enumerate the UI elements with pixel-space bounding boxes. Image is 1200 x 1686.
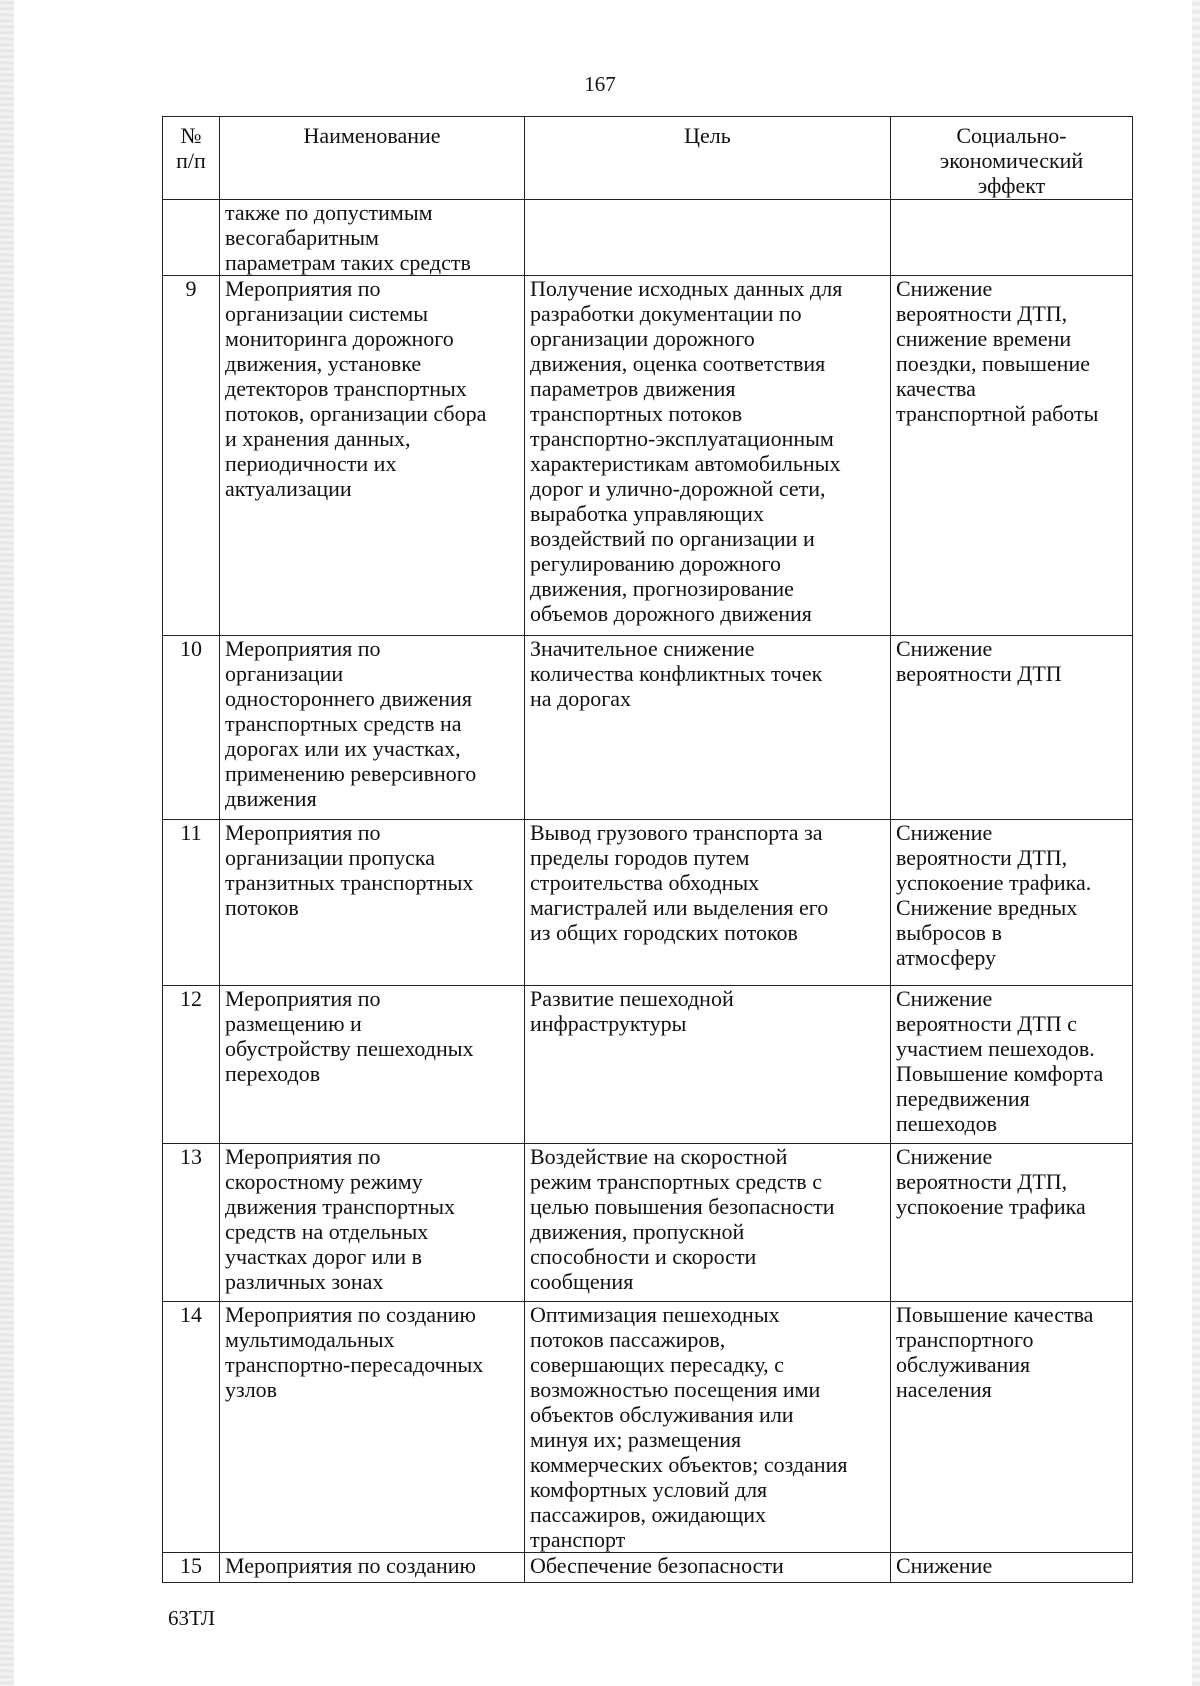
cell-goal-line: Получение исходных данных для xyxy=(530,276,843,301)
header-num-line: п/п xyxy=(176,148,206,173)
cell-effect-line: Снижение вредных xyxy=(896,895,1078,920)
scan-edge-left xyxy=(0,0,14,1686)
cell-name xyxy=(220,986,525,1144)
cell-goal-line: целью повышения безопасности xyxy=(530,1194,835,1219)
cell-goal-line: Оптимизация пешеходных xyxy=(530,1302,780,1327)
cell-name-line: скоростному режиму xyxy=(225,1169,423,1194)
cell-effect-line: выбросов в xyxy=(896,920,1002,945)
table-row xyxy=(163,1302,1133,1553)
cell-effect-line: вероятности ДТП xyxy=(896,661,1062,686)
cell-name-line: дорогах или их участках, xyxy=(225,736,461,761)
cell-effect-line: вероятности ДТП, xyxy=(896,301,1068,326)
cell-effect-line: вероятности ДТП, xyxy=(896,845,1068,870)
cell-goal-line: сообщения xyxy=(530,1269,634,1294)
header-num xyxy=(163,117,220,200)
cell-name-line: Мероприятия по xyxy=(225,986,381,1011)
cell-name xyxy=(220,820,525,986)
table-row xyxy=(163,276,1133,636)
cell-goal-line: выработка управляющих xyxy=(530,501,764,526)
table-header-row xyxy=(163,117,1133,200)
cell-name-line: Мероприятия по созданию xyxy=(225,1302,476,1327)
cell-goal-line: пределы городов путем xyxy=(530,845,750,870)
cell-effect-line: атмосферу xyxy=(896,945,997,970)
cell-name xyxy=(220,1144,525,1302)
cell-goal xyxy=(525,986,891,1144)
cell-effect-line: Снижение xyxy=(896,820,993,845)
cell-name-line: средств на отдельных xyxy=(225,1219,429,1244)
cell-name-line: движения xyxy=(225,786,317,811)
cell-goal-line: транспорт xyxy=(530,1527,626,1552)
cell-name-line: размещению и xyxy=(225,1011,362,1036)
row-number: 9 xyxy=(163,276,220,636)
cell-name xyxy=(220,276,525,636)
cell-name-line: организации пропуска xyxy=(225,845,436,870)
cell-goal xyxy=(525,636,891,820)
cell-effect-line: Снижение xyxy=(896,1144,993,1169)
cell-effect xyxy=(891,986,1133,1144)
cell-goal-line: разработки документации по xyxy=(530,301,802,326)
row-number: 13 xyxy=(163,1144,220,1302)
cell-name-line: организации системы xyxy=(225,301,428,326)
cell-goal-line: потоков пассажиров, xyxy=(530,1327,726,1352)
cell-goal-line: Вывод грузового транспорта за xyxy=(530,820,823,845)
cell-effect-line: Снижение xyxy=(896,276,993,301)
cell-effect-line: населения xyxy=(896,1377,992,1402)
cell-name-line: узлов xyxy=(225,1377,278,1402)
row-number: 12 xyxy=(163,986,220,1144)
cell-name-line: Мероприятия по xyxy=(225,1144,381,1169)
cell-goal-line: режим транспортных средств с xyxy=(530,1169,822,1194)
cell-effect-line: поездки, повышение xyxy=(896,351,1090,376)
table-body xyxy=(163,200,1133,1583)
table-row xyxy=(163,200,1133,276)
cell-effect-line: транспортного xyxy=(896,1327,1034,1352)
header-effect-line: экономический xyxy=(939,148,1084,173)
cell-goal-line: минуя их; размещения xyxy=(530,1427,742,1452)
table-row xyxy=(163,1553,1133,1583)
cell-effect-line: Повышение качества xyxy=(896,1302,1094,1327)
cell-effect xyxy=(891,820,1133,986)
header-effect xyxy=(891,117,1133,200)
cell-name xyxy=(220,1302,525,1553)
cell-effect xyxy=(891,200,1133,276)
cell-effect-line: участием пешеходов. xyxy=(896,1036,1095,1061)
cell-name-line: параметрам таких средств xyxy=(225,250,471,275)
cell-name-line: потоков, организации сбора xyxy=(225,401,487,426)
cell-goal-line: комфортных условий для xyxy=(530,1477,768,1502)
cell-goal-line: Значительное снижение xyxy=(530,636,755,661)
cell-goal-line: инфраструктуры xyxy=(530,1011,687,1036)
cell-goal-line: способности и скорости xyxy=(530,1244,757,1269)
header-name-line: Наименование xyxy=(303,123,441,148)
row-number xyxy=(163,200,220,276)
cell-name xyxy=(220,200,525,276)
cell-goal-line: движения, пропускной xyxy=(530,1219,745,1244)
cell-name-line: организации xyxy=(225,661,344,686)
cell-goal-line: транспортно-эксплуатационным xyxy=(530,426,834,451)
cell-goal-line: объектов обслуживания или xyxy=(530,1402,794,1427)
cell-effect-line: Снижение xyxy=(896,636,993,661)
cell-name-line: различных зонах xyxy=(225,1269,384,1294)
cell-goal xyxy=(525,1553,891,1583)
cell-goal-line: транспортных потоков xyxy=(530,401,743,426)
page-number: 167 xyxy=(584,72,616,96)
cell-goal xyxy=(525,820,891,986)
row-number: 15 xyxy=(163,1553,220,1583)
header-goal xyxy=(525,117,891,200)
cell-effect-line: обслуживания xyxy=(896,1352,1031,1377)
cell-effect-line: передвижения xyxy=(896,1086,1030,1111)
cell-effect-line: вероятности ДТП с xyxy=(896,1011,1077,1036)
cell-name-line: Мероприятия по xyxy=(225,276,381,301)
row-number: 14 xyxy=(163,1302,220,1553)
footer-code: 63ТЛ xyxy=(168,1606,216,1630)
cell-goal-line: магистралей или выделения его xyxy=(530,895,829,920)
cell-effect-line: Снижение xyxy=(896,1553,993,1578)
cell-effect xyxy=(891,1144,1133,1302)
cell-name-line: потоков xyxy=(225,895,299,920)
cell-name-line: мониторинга дорожного xyxy=(225,326,454,351)
header-num-line: № xyxy=(180,123,202,148)
cell-name-line: транспортных средств на xyxy=(225,711,462,736)
cell-effect-line: Снижение xyxy=(896,986,993,1011)
cell-name-line: движения транспортных xyxy=(225,1194,456,1219)
cell-name xyxy=(220,636,525,820)
table-row xyxy=(163,986,1133,1144)
table-row xyxy=(163,636,1133,820)
cell-name-line: транспортно-пересадочных xyxy=(225,1352,484,1377)
cell-name-line: участках дорог или в xyxy=(225,1244,422,1269)
cell-effect-line: Повышение комфорта xyxy=(896,1061,1104,1086)
header-goal-line: Цель xyxy=(684,123,731,148)
cell-goal-line: Обеспечение безопасности xyxy=(530,1553,784,1578)
cell-goal-line: на дорогах xyxy=(530,686,632,711)
cell-goal-line: совершающих пересадку, с xyxy=(530,1352,784,1377)
cell-name-line: Мероприятия по xyxy=(225,636,381,661)
cell-goal-line: организации дорожного xyxy=(530,326,755,351)
cell-name-line: также по допустимым xyxy=(225,200,433,225)
cell-name-line: одностороннего движения xyxy=(225,686,472,711)
measures-table xyxy=(162,116,1133,1583)
cell-name-line: и хранения данных, xyxy=(225,426,411,451)
cell-goal-line: объемов дорожного движения xyxy=(530,601,812,626)
row-number: 11 xyxy=(163,820,220,986)
cell-effect-line: успокоение трафика. xyxy=(896,870,1092,895)
cell-name-line: весогабаритным xyxy=(225,225,379,250)
cell-name-line: периодичности их xyxy=(225,451,397,476)
cell-goal-line: дорог и улично-дорожной сети, xyxy=(530,476,826,501)
cell-name-line: Мероприятия по xyxy=(225,820,381,845)
cell-goal-line: из общих городских потоков xyxy=(530,920,798,945)
cell-goal xyxy=(525,1302,891,1553)
cell-goal-line: движения, оценка соответствия xyxy=(530,351,826,376)
cell-name-line: Мероприятия по созданию xyxy=(225,1553,476,1578)
cell-effect-line: качества xyxy=(896,376,976,401)
cell-goal-line: пассажиров, ожидающих xyxy=(530,1502,766,1527)
scan-edge-right xyxy=(1192,0,1200,1686)
cell-effect xyxy=(891,1302,1133,1553)
cell-goal-line: Развитие пешеходной xyxy=(530,986,734,1011)
cell-name-line: актуализации xyxy=(225,476,352,501)
table-row xyxy=(163,1144,1133,1302)
cell-effect-line: вероятности ДТП, xyxy=(896,1169,1068,1194)
cell-goal xyxy=(525,276,891,636)
cell-name-line: транзитных транспортных xyxy=(225,870,474,895)
cell-name-line: движения, установке xyxy=(225,351,422,376)
cell-effect xyxy=(891,276,1133,636)
cell-goal-line: Воздействие на скоростной xyxy=(530,1144,788,1169)
cell-effect-line: транспортной работы xyxy=(896,401,1099,426)
cell-name-line: детекторов транспортных xyxy=(225,376,467,401)
cell-goal-line: коммерческих объектов; создания xyxy=(530,1452,848,1477)
cell-goal-line: воздействий по организации и xyxy=(530,526,815,551)
cell-goal-line: движения, прогнозирование xyxy=(530,576,794,601)
header-effect-line: эффект xyxy=(977,173,1046,198)
cell-effect xyxy=(891,1553,1133,1583)
cell-goal-line: количества конфликтных точек xyxy=(530,661,823,686)
cell-goal-line: регулированию дорожного xyxy=(530,551,782,576)
cell-name-line: обустройству пешеходных xyxy=(225,1036,474,1061)
cell-goal xyxy=(525,1144,891,1302)
cell-name-line: мультимодальных xyxy=(225,1327,395,1352)
cell-name-line: применению реверсивного xyxy=(225,761,477,786)
header-name xyxy=(220,117,525,200)
table-row xyxy=(163,820,1133,986)
cell-effect-line: снижение времени xyxy=(896,326,1072,351)
cell-goal-line: строительства обходных xyxy=(530,870,760,895)
header-effect-line: Социально- xyxy=(956,123,1067,148)
cell-name-line: переходов xyxy=(225,1061,321,1086)
cell-goal xyxy=(525,200,891,276)
cell-effect xyxy=(891,636,1133,820)
cell-name xyxy=(220,1553,525,1583)
cell-effect-line: пешеходов xyxy=(896,1111,998,1136)
cell-goal-line: параметров движения xyxy=(530,376,736,401)
row-number: 10 xyxy=(163,636,220,820)
cell-effect-line: успокоение трафика xyxy=(896,1194,1086,1219)
cell-goal-line: характеристикам автомобильных xyxy=(530,451,841,476)
cell-goal-line: возможностью посещения ими xyxy=(530,1377,821,1402)
